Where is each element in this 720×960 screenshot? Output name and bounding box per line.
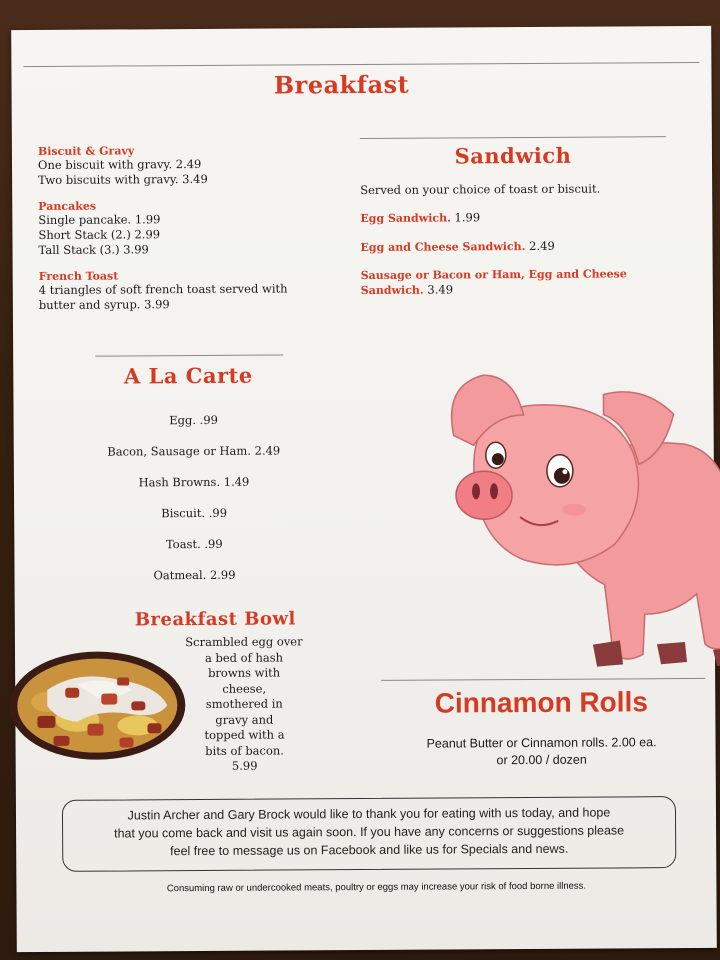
biscuit-gravy-title: Biscuit & Gravy [37,144,135,158]
pancakes-line: Tall Stack (3.) 3.99 [38,242,149,257]
egg-cheese-sandwich-label: Egg and Cheese Sandwich. [360,240,526,255]
breakfast-bowl-description [179,634,310,774]
egg-cheese-sandwich-price: 2.49 [529,238,555,253]
bowl-line: gravy and [215,712,274,727]
sandwich-title: Sandwich [454,142,572,169]
bowl-line: smothered in [205,696,283,711]
bowl-line: topped with a [204,727,285,742]
sandwich-intro: Served on your choice of toast or biscuit. [360,181,601,198]
a-la-carte-item: Toast. .99 [165,536,223,552]
breakfast-items [38,143,339,313]
bowl-price: 5.99 [231,758,258,773]
sandwich-rule [360,136,666,139]
a-la-carte-item: Egg. .99 [169,412,218,428]
thank-you-line: that you come back and visit us again soon. If you have any concerns or suggestions please [114,823,625,841]
combo-sandwich-price: 3.49 [427,282,454,297]
combo-sandwich-label-line2: Sandwich. [360,283,424,298]
a-la-carte-item: Biscuit. .99 [161,505,228,521]
pancakes-title: Pancakes [38,199,97,213]
egg-sandwich [360,209,680,226]
cinnamon-rolls-title: Cinnamon Rolls [434,686,648,719]
top-rule [23,62,699,67]
breakfast-title: Breakfast [273,69,410,100]
thank-you-box [62,796,676,872]
thank-you-line: Justin Archer and Gary Brock would like to thank you for eating with us today, and hope [127,805,611,823]
bowl-line: cheese, [222,681,267,696]
thank-you-text [63,797,675,867]
french-toast-line: 4 triangles of soft french toast served with [38,281,288,297]
egg-sandwich-label: Egg Sandwich. [360,211,451,226]
cinnamon-line: or 20.00 / dozen [496,752,587,768]
pig-illustration [433,344,720,676]
cinnamon-rule [381,678,705,681]
menu-page [11,26,717,952]
bowl-line: a bed of hash [204,649,284,665]
breakfast-bowl-title: Breakfast Bowl [134,608,296,631]
french-toast-title: French Toast [38,269,119,283]
a-la-carte-list [54,412,335,600]
a-la-carte-rule [95,354,283,356]
combo-sandwich [361,266,691,298]
a-la-carte-item: Oatmeal. 2.99 [153,567,236,583]
cinnamon-rolls-description [382,734,702,770]
biscuit-gravy-line: One biscuit with gravy. 2.49 [37,156,202,172]
combo-sandwich-label-line1: Sausage or Bacon or Ham, Egg and Cheese [360,267,627,283]
egg-cheese-sandwich [360,238,680,255]
cinnamon-line: Peanut Butter or Cinnamon rolls. 2.00 ea. [426,735,657,751]
bowl-line: bits of bacon. [205,742,284,758]
french-toast-line: butter and syrup. 3.99 [38,297,170,312]
thank-you-line: feel free to message us on Facebook and like us for Specials and news. [170,841,569,859]
a-la-carte-item: Bacon, Sausage or Ham. 2.49 [107,443,281,459]
pancakes-line: Short Stack (2.) 2.99 [38,227,161,242]
breakfast-bowl-photo [7,649,188,762]
biscuit-gravy-line: Two biscuits with gravy. 3.49 [38,171,208,187]
a-la-carte-item: Hash Browns. 1.49 [138,474,250,490]
food-safety-disclaimer: Consuming raw or undercooked meats, poultry or eggs may increase your risk of food borne illness. [166,880,587,895]
bowl-line: browns with [207,665,281,680]
bowl-line: Scrambled egg over [185,634,303,650]
egg-sandwich-price: 1.99 [454,210,481,225]
pancakes-line: Single pancake. 1.99 [38,212,161,227]
a-la-carte-title: A La Carte [123,362,253,389]
